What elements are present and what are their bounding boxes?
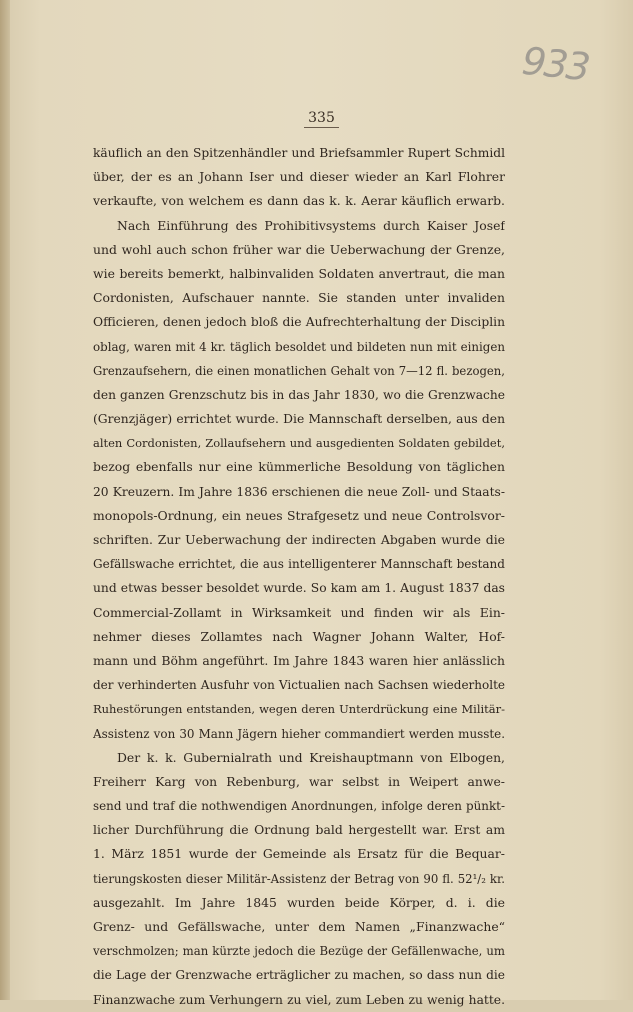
text-line: Ruhestörungen entstanden, wegen deren Unterdrückung eine Militär- (93, 702, 505, 717)
text-line: schriften. Zur Ueberwachung der indirecten Abgaben wurde die (93, 532, 505, 547)
text-line: 1. März 1851 wurde der Gemeinde als Ersatz für die Bequar- (93, 846, 505, 862)
text-line: Cordonisten, Aufschauer nannte. Sie standen unter invaliden (93, 290, 505, 306)
text-line: tierungskosten dieser Militär-Assistenz der Betrag von 90 fl. 52¹/₂ kr. (93, 871, 505, 886)
text-line: send und traf die nothwendigen Anordnungen, infolge deren pünkt- (93, 799, 505, 814)
text-line: käuflich an den Spitzenhändler und Briefsammler Rupert Schmidl (93, 146, 505, 160)
text-line: Grenz- und Gefällswache, unter dem Namen „Finanzwache“ (93, 919, 505, 934)
text-line: Grenzaufsehern, die einen monatlichen Gehalt von 7—12 fl. bezogen, (93, 363, 505, 378)
page-number-text: 335 (304, 110, 339, 128)
text-line: mann und Böhm angeführt. Im Jahre 1843 waren hier anlässlich (93, 652, 505, 668)
text-line: und wohl auch schon früher war die Ueberwachung der Grenze, (93, 241, 505, 257)
body-text (93, 141, 505, 1012)
text-line: Officieren, denen jedoch bloß die Aufrechterhaltung der Disciplin (93, 315, 505, 330)
text-line: (Grenzjäger) errichtet wurde. Die Mannschaft derselben, aus den (93, 412, 505, 427)
text-line: oblag, waren mit 4 kr. täglich besoldet und bildeten nun mit einigen (93, 339, 505, 354)
text-line: und etwas besser besoldet wurde. So kam am 1. August 1837 das (93, 581, 505, 596)
text-line: die Lage der Grenzwache erträglicher zu machen, so dass nun die (93, 968, 505, 983)
text-line: Commercial-Zollamt in Wirksamkeit und finden wir als Ein- (93, 604, 505, 620)
text-line: 20 Kreuzern. Im Jahre 1836 erschienen die neue Zoll- und Staats- (93, 484, 505, 499)
text-line: Gefällswache errichtet, die aus intelligenterer Mannschaft bestand (93, 557, 505, 572)
text-line: alten Cordonisten, Zollaufsehern und ausgedienten Soldaten gebildet, (93, 436, 505, 451)
text-line: bezog ebenfalls nur eine kümmerliche Besoldung von täglichen (93, 459, 505, 475)
text-line: monopols-Ordnung, ein neues Strafgesetz und neue Controlsvor- (93, 507, 505, 523)
page-gutter (0, 0, 10, 1000)
text-line: verschmolzen; man kürzte jedoch die Bezüge der Gefällenwache, um (93, 944, 505, 959)
text-line: Finanzwache zum Verhungern zu viel, zum Leben zu wenig hatte. (93, 992, 505, 1007)
text-line: den ganzen Grenzschutz bis in das Jahr 1830, wo die Grenzwache (93, 387, 505, 402)
handwritten-folio-number: 933 (519, 38, 591, 90)
text-line: wie bereits bemerkt, halbinvaliden Soldaten anvertraut, die man (93, 265, 505, 281)
text-line: Freiherr Karg von Rebenburg, war selbst in Weipert anwe- (93, 773, 505, 789)
text-line: ausgezahlt. Im Jahre 1845 wurden beide Körper, d. i. die (93, 894, 505, 910)
text-line: Assistenz von 30 Mann Jägern hieher commandiert werden musste. (93, 726, 505, 741)
text-line: Nach Einführung des Prohibitivsystems durch Kaiser Josef (117, 217, 505, 233)
text-line: der verhinderten Ausfuhr von Victualien nach Sachsen wiederholte (93, 678, 505, 693)
page-number (0, 110, 633, 128)
text-line: licher Durchführung die Ordnung bald hergestellt war. Erst am (93, 822, 505, 838)
text-line: über, der es an Johann Iser und dieser wieder an Karl Flohrer (93, 169, 505, 185)
text-line: nehmer dieses Zollamtes nach Wagner Johann Walter, Hof- (93, 628, 505, 644)
text-line: verkaufte, von welchem es dann das k. k. Aerar käuflich erwarb. (93, 193, 505, 209)
text-line: Der k. k. Gubernialrath und Kreishauptmann von Elbogen, (117, 749, 505, 765)
